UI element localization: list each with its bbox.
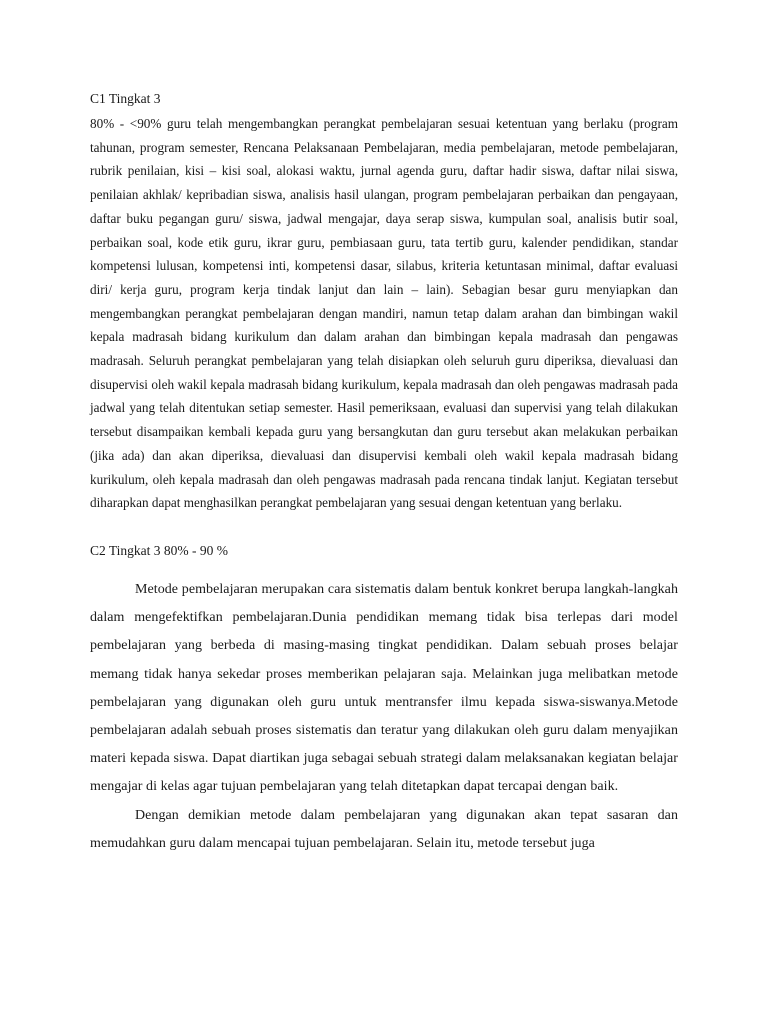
- section-c2-heading: C2 Tingkat 3 80% - 90 %: [90, 542, 229, 558]
- document-page: [90, 88, 678, 858]
- section-c1-heading: C1 Tingkat 3: [90, 91, 161, 106]
- section-c2-paragraph: Metode pembelajaran merupakan cara sistematis dalam bentuk konkret berupa langkah-langkah dalam mengefektifkan pembelajaran.Dunia pendidikan memang tidak bisa terlepas dari model pembelajaran yang berbeda di masing-masing tingkat pendidikan. Dalam sebuah proses belajar memang tidak hanya sekedar proses memberikan pelajaran saja. Melainkan juga melibatkan metode pembelajaran yang digunakan oleh guru untuk mentransfer ilmu kepada siswa-siswanya.Metode pembelajaran adalah sebuah proses sistematis dan teratur yang dilakukan oleh guru dalam menyajikan materi kepada siswa. Dapat diartikan juga sebagai sebuah strategi dalam melaksanakan kegiatan belajar mengajar di kelas agar tujuan pembelajaran yang telah ditetapkan dapat tercapai dengan baik.: [90, 581, 678, 795]
- section-c2-paragraph: Dengan demikian metode dalam pembelajaran yang digunakan akan tepat sasaran dan memudahkan guru dalam mencapai tujuan pembelajaran. Selain itu, metode tersebut juga: [90, 807, 678, 851]
- section-c1-paragraph: 80% - <90% guru telah mengembangkan perangkat pembelajaran sesuai ketentuan yang berlaku (program tahunan, program semester, Rencana Pelaksanaan Pembelajaran, media pembelajaran, metode pembelajaran, rubrik penilaian, kisi – kisi soal, alokasi waktu, jurnal agenda guru, daftar hadir siswa, daftar nilai siswa, penilaian akhlak/ kepribadian siswa, analisis hasil ulangan, program pembelajaran perbaikan dan pengayaan, daftar buku pegangan guru/ siswa, jadwal mengajar, daya serap siswa, kumpulan soal, analisis butir soal, perbaikan soal, kode etik guru, ikrar guru, pembiasaan guru, tata tertib guru, kalender pendidikan, standar kompetensi lulusan, kompetensi inti, kompetensi dasar, silabus, kriteria ketuntasan minimal, daftar evaluasi diri/ kerja guru, program kerja tindak lanjut dan lain – lain). Sebagian besar guru menyiapkan dan mengembangkan perangkat pembelajaran dengan mandiri, namun tetap dalam arahan dan bimbingan wakil kepala madrasah bidang kurikulum dan dalam arahan dan bimbingan kepala madrasah dan pengawas madrasah. Seluruh perangkat pembelajaran yang telah disiapkan oleh seluruh guru diperiksa, dievaluasi dan disupervisi oleh wakil kepala madrasah bidang kurikulum, kepala madrasah dan oleh pengawas madrasah pada jadwal yang telah ditentukan setiap semester. Hasil pemeriksaan, evaluasi dan supervisi yang telah dilakukan tersebut disampaikan kembali kepada guru yang bersangkutan dan guru tersebut akan melakukan perbaikan (jika ada) dan akan diperiksa, dievaluasi dan disupervisi kembali oleh wakil kepala madrasah bidang kurikulum, oleh kepala madrasah dan oleh pengawas madrasah pada rencana tindak lanjut. Kegiatan tersebut diharapkan dapat menghasilkan perangkat pembelajaran yang sesuai dengan ketentuan yang berlaku.: [90, 116, 678, 511]
